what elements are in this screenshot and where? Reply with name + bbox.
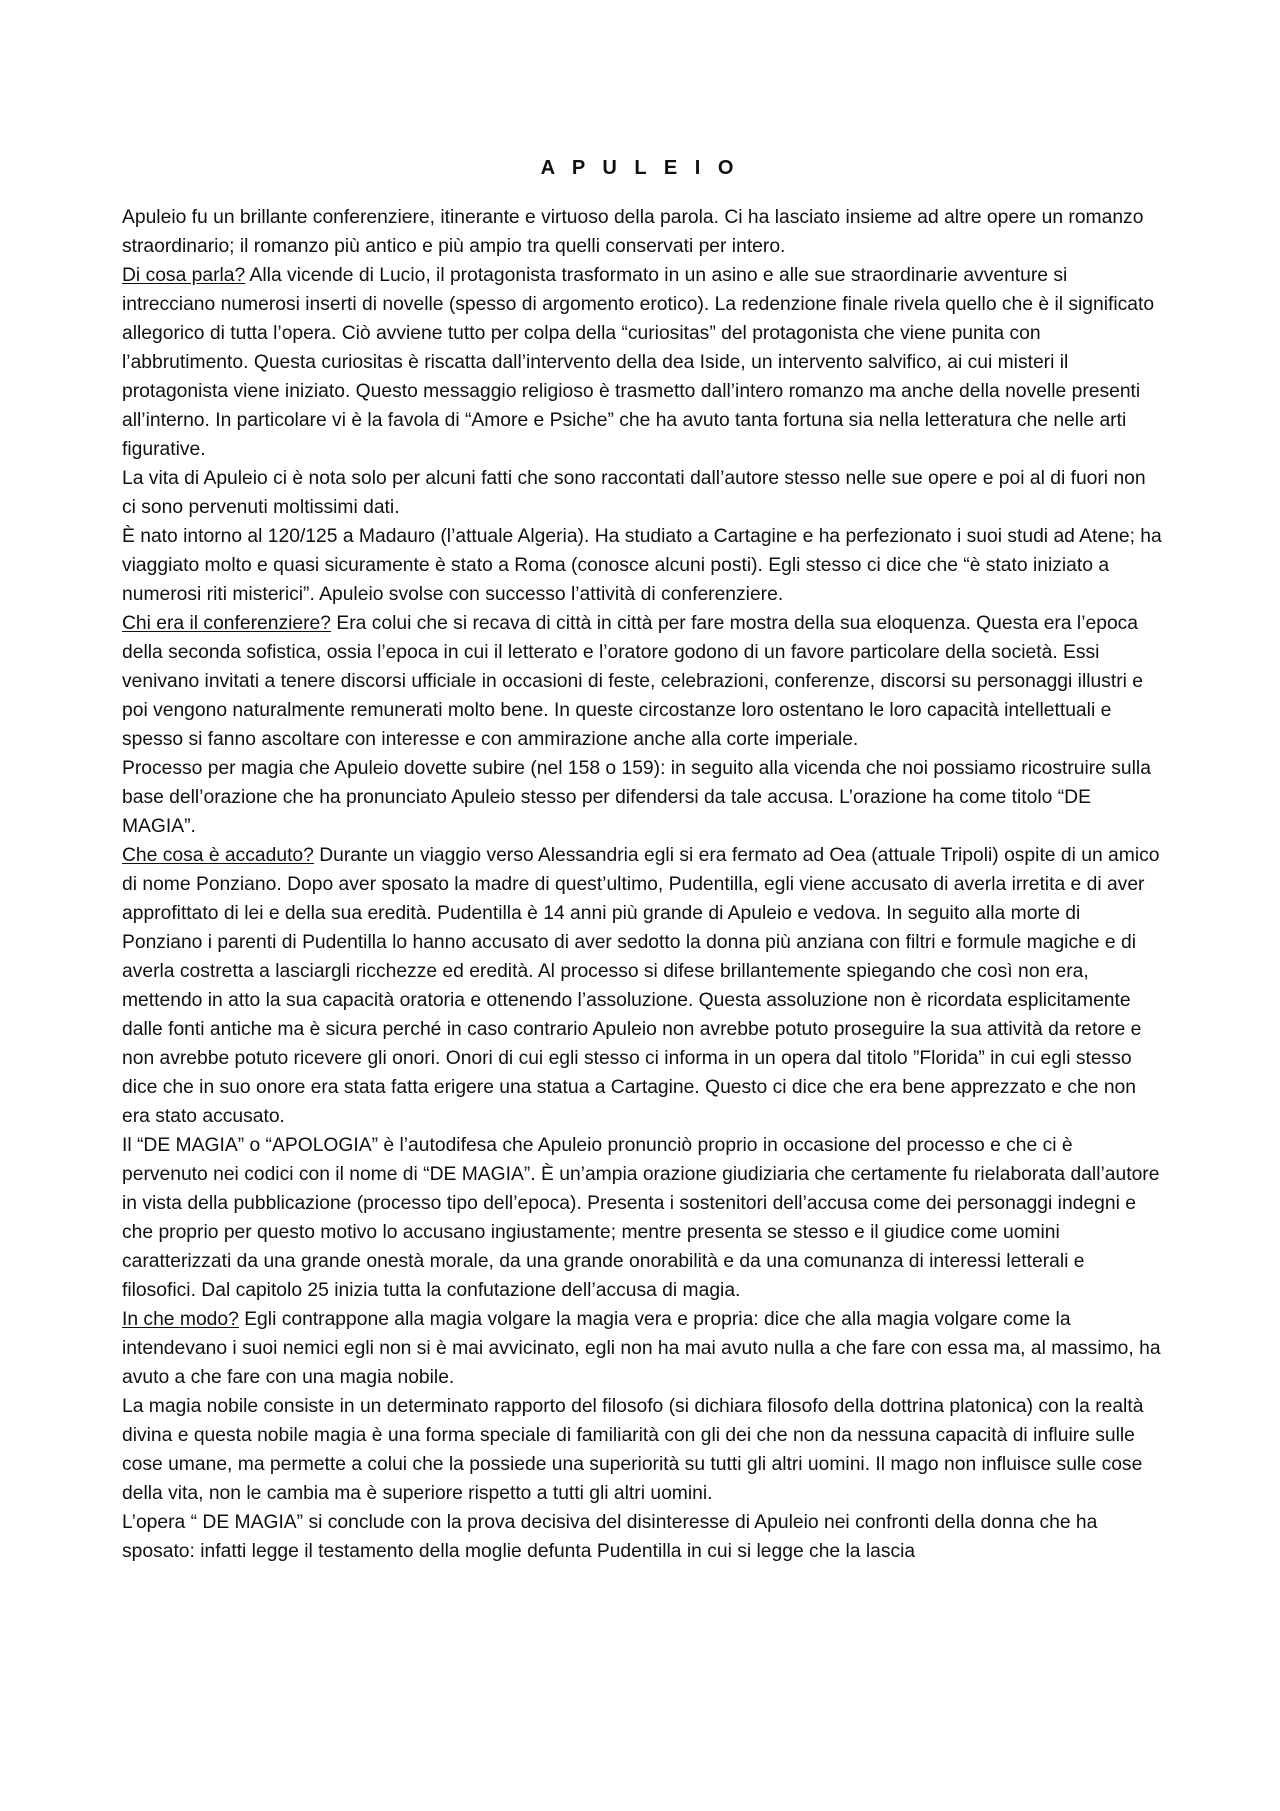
question-heading: Che cosa è accaduto? [122,845,314,866]
paragraph-text: Durante un viaggio verso Alessandria egli si era fermato ad Oea (attuale Tripoli) ospite di un amico di nome Ponziano. Dopo aver sposato la madre di quest’ultimo, Pudentilla, egli viene accusato di averla irretita e di aver approfittato di lei e della sua eredità. Pudentilla è 14 anni più grande di Apuleio e vedova. In seguito alla morte di Ponziano i parenti di Pudentilla lo hanno accusato di aver sedotto la donna più anziana con filtri e formule magiche e di averla costretta a lasciargli ricchezze ed eredità. Al processo si difese brillantemente spiegando che così non era, mettendo in atto la sua capacità oratoria e ottenendo l’assoluzione. Questa assoluzione non è ricordata esplicitamente dalle fonti antiche ma è sicura perché in caso contrario Apuleio non avrebbe potuto proseguire la sua attività da retore e non avrebbe potuto ricevere gli onori. Onori di cui egli stesso ci informa in un opera dal titolo ”Florida” in cui egli stesso dice che in suo onore era stata fatta erigere una statua a Cartagine. Questo ci dice che era bene apprezzato e che non era stato accusato. [122,845,1160,1127]
paragraph-text: La vita di Apuleio ci è nota solo per alcuni fatti che sono raccontati dall’autore stesso nelle sue opere e poi al di fuori non ci sono pervenuti moltissimi dati. [122,468,1146,518]
paragraph-magia-nobile [122,1392,1162,1508]
question-heading: Di cosa parla? [122,265,246,286]
paragraph-text: Apuleio fu un brillante conferenziere, itinerante e virtuoso della parola. Ci ha lasciato insieme ad altre opere un romanzo straordinario; il romanzo più antico e più ampio tra quelli conservati per intero. [122,207,1144,257]
paragraph-text: Il “DE MAGIA” o “APOLOGIA” è l’autodifesa che Apuleio pronunciò proprio in occasione del processo e che ci è pervenuto nei codici con il nome di “DE MAGIA”. È un’ampia orazione giudiziaria che certamente fu rielaborata dall’autore in vista della pubblicazione (processo tipo dell’epoca). Presenta i sostenitori dell’accusa come dei personaggi indegni e che proprio per questo motivo lo accusano ingiustamente; mentre presenta se stesso e il giudice come uomini caratterizzati da una grande onestà morale, da una grande onorabilità e da una comunanza di interessi letterali e filosofici. Dal capitolo 25 inizia tutta la confutazione dell’accusa di magia. [122,1135,1160,1301]
paragraph-di-cosa-parla [122,261,1162,464]
paragraph-text: Egli contrappone alla magia volgare la magia vera e propria: dice che alla magia volgare come la intendevano i suoi nemici egli non si è mai avvicinato, egli non ha mai avuto nulla a che fare con essa ma, al massimo, ha avuto a che fare con una magia nobile. [122,1309,1161,1388]
question-heading: In che modo? [122,1309,239,1330]
page-title: A P U L E I O [540,157,740,179]
paragraph-intro [122,203,1162,261]
document-body [122,203,1162,1566]
paragraph-text: Era colui che si recava di città in città per fare mostra della sua eloquenza. Questa era l’epoca della seconda sofistica, ossia l’epoca in cui il letterato e l’oratore godono di un favore particolare della società. Essi venivano invitati a tenere discorsi ufficiale in occasioni di feste, celebrazioni, conferenze, discorsi su personaggi illustri e poi vengono naturalmente remunerati molto bene. In queste circostanze loro ostentano le loro capacità intellettuali e spesso si fanno ascoltare con interesse e con ammirazione anche alla corte imperiale. [122,613,1144,750]
paragraph-processo [122,754,1162,841]
paragraph-conclusione [122,1508,1162,1566]
paragraph-text: La magia nobile consiste in un determinato rapporto del filosofo (si dichiara filosofo della dottrina platonica) con la realtà divina e questa nobile magia è una forma speciale di familiarità con gli dei che non da nessuna capacità di influire sulle cose umane, ma permette a colui che la possiede una superiorità su tutti gli altri uomini. Il mago non influisce sulle cose della vita, non le cambia ma è superiore rispetto a tutti gli altri uomini. [122,1396,1144,1504]
paragraph-text: Alla vicende di Lucio, il protagonista trasformato in un asino e alle sue straordinarie avventure si intrecciano numerosi inserti di novelle (spesso di argomento erotico). La redenzione finale rivela quello che è il significato allegorico di tutta l’opera. Ciò avviene tutto per colpa della “curiositas” del protagonista che viene punita con l’abbrutimento. Questa curiositas è riscatta dall’intervento della dea Iside, un intervento salvifico, ai cui misteri il protagonista viene iniziato. Questo messaggio religioso è trasmetto dall’intero romanzo ma anche della novelle presenti all’interno. In particolare vi è la favola di “Amore e Psiche” che ha avuto tanta fortuna sia nella letteratura che nelle arti figurative. [122,265,1155,460]
paragraph-text: È nato intorno al 120/125 a Madauro (l’attuale Algeria). Ha studiato a Cartagine e ha perfezionato i suoi studi ad Atene; ha viaggiato molto e quasi sicuramente è stato a Roma (conosce alcuni posti). Egli stesso ci dice che “è stato iniziato a numerosi riti misterici”. Apuleio svolse con successo l’attività di conferenziere. [122,526,1162,605]
paragraph-nascita [122,522,1162,609]
paragraph-accaduto [122,841,1162,1131]
paragraph-vita [122,464,1162,522]
question-heading: Chi era il conferenziere? [122,613,331,634]
paragraph-text: L’opera “ DE MAGIA” si conclude con la prova decisiva del disinteresse di Apuleio nei confronti della donna che ha sposato: infatti legge il testamento della moglie defunta Pudentilla in cui si legge che la lascia [122,1512,1098,1562]
paragraph-de-magia [122,1131,1162,1305]
paragraph-in-che-modo [122,1305,1162,1392]
paragraph-conferenziere [122,609,1162,754]
paragraph-text: Processo per magia che Apuleio dovette subire (nel 158 o 159): in seguito alla vicenda che noi possiamo ricostruire sulla base dell’orazione che ha pronunciato Apuleio stesso per difendersi da tale accusa. L’orazione ha come titolo “DE MAGIA”. [122,758,1151,837]
